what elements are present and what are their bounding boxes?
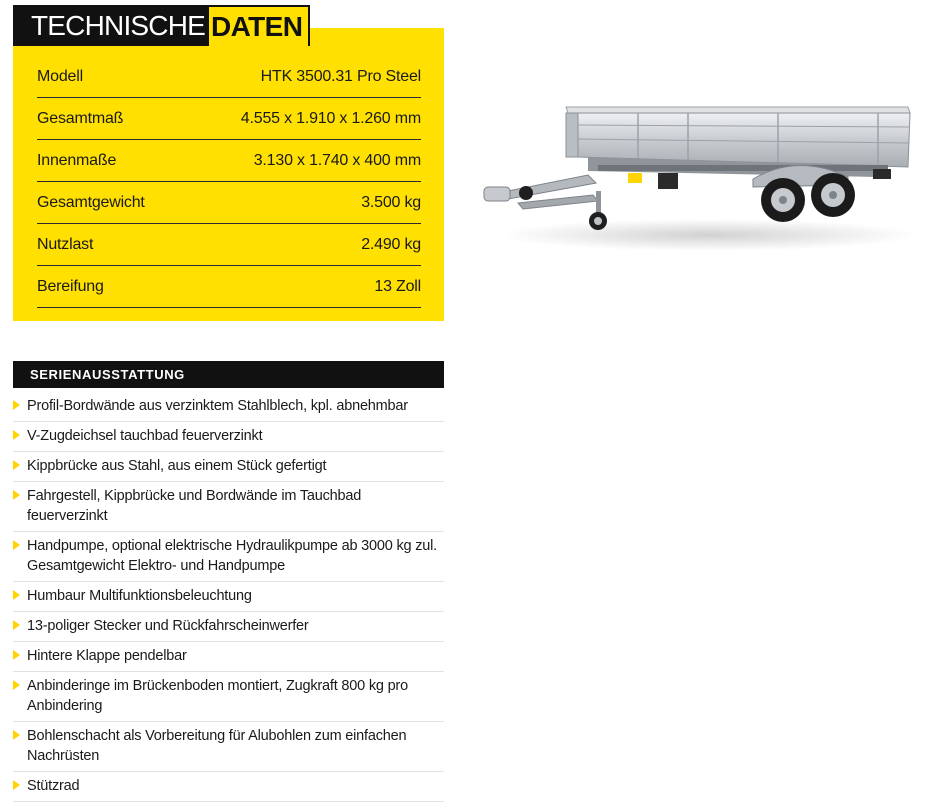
spec-label: Innenmaße [37, 152, 117, 169]
bullet-arrow-icon [13, 490, 20, 500]
list-item [13, 482, 444, 532]
spec-row-nutzlast [37, 225, 421, 266]
spec-value: 2.490 kg [361, 236, 421, 253]
list-item [13, 452, 444, 482]
list-item-text: 13-poliger Stecker und Rückfahrscheinwerfer [27, 618, 309, 634]
list-item [13, 612, 444, 642]
list-item [13, 642, 444, 672]
list-item-text: Profil-Bordwände aus verzinktem Stahlblech, kpl. abnehmbar [27, 398, 408, 414]
equipment-list [13, 392, 444, 802]
list-item [13, 672, 444, 722]
spec-title [13, 5, 310, 46]
bullet-arrow-icon [13, 590, 20, 600]
list-item-text: Anbinderinge im Brückenboden montiert, Zugkraft 800 kg pro Anbindering [27, 678, 408, 714]
list-item [13, 582, 444, 612]
spec-value: 3.130 x 1.740 x 400 mm [253, 152, 421, 169]
spec-title-part2: DATEN [209, 5, 310, 46]
spec-row-modell [37, 57, 421, 98]
bullet-arrow-icon [13, 730, 20, 740]
list-item-text: Humbaur Multifunktionsbeleuchtung [27, 588, 252, 604]
equipment-header: SERIENAUSSTATTUNG [13, 361, 444, 388]
list-item [13, 772, 444, 802]
spec-label: Gesamtgewicht [37, 194, 145, 211]
bullet-arrow-icon [13, 460, 20, 470]
bullet-arrow-icon [13, 400, 20, 410]
bullet-arrow-icon [13, 680, 20, 690]
spec-row-innenmasse [37, 141, 421, 182]
spec-title-part1: TECHNISCHE [13, 5, 209, 46]
spec-label: Nutzlast [37, 236, 94, 253]
list-item-text: Fahrgestell, Kippbrücke und Bordwände im Tauchbad feuerverzinkt [27, 488, 362, 524]
spec-row-gesamtmass [37, 99, 421, 140]
list-item-text: Bohlenschacht als Vorbereitung für Alubohlen zum einfachen Nachrüsten [27, 728, 407, 764]
bullet-arrow-icon [13, 540, 20, 550]
spec-value: HTK 3500.31 Pro Steel [260, 68, 421, 85]
bullet-arrow-icon [13, 780, 20, 790]
list-item [13, 392, 444, 422]
bullet-arrow-icon [13, 650, 20, 660]
spec-row-bereifung [37, 267, 421, 308]
list-item [13, 532, 444, 582]
spec-label: Gesamtmaß [37, 110, 124, 127]
list-item-text: Hintere Klappe pendelbar [27, 648, 187, 664]
spec-table [37, 57, 421, 309]
list-item-text: Handpumpe, optional elektrische Hydraulikpumpe ab 3000 kg zul. Gesamtgewicht Elektro- und Handpumpe [27, 538, 437, 574]
spec-value: 13 Zoll [374, 278, 421, 295]
spec-label: Modell [37, 68, 83, 85]
spec-row-gesamtgewicht [37, 183, 421, 224]
list-item [13, 722, 444, 772]
spec-value: 3.500 kg [361, 194, 421, 211]
list-item [13, 422, 444, 452]
list-item-text: Kippbrücke aus Stahl, aus einem Stück gefertigt [27, 458, 327, 474]
spec-label: Bereifung [37, 278, 104, 295]
list-item-text: Stützrad [27, 778, 80, 794]
trailer-image [478, 95, 918, 255]
bullet-arrow-icon [13, 620, 20, 630]
bullet-arrow-icon [13, 430, 20, 440]
spec-value: 4.555 x 1.910 x 1.260 mm [240, 110, 421, 127]
list-item-text: V-Zugdeichsel tauchbad feuerverzinkt [27, 428, 263, 444]
